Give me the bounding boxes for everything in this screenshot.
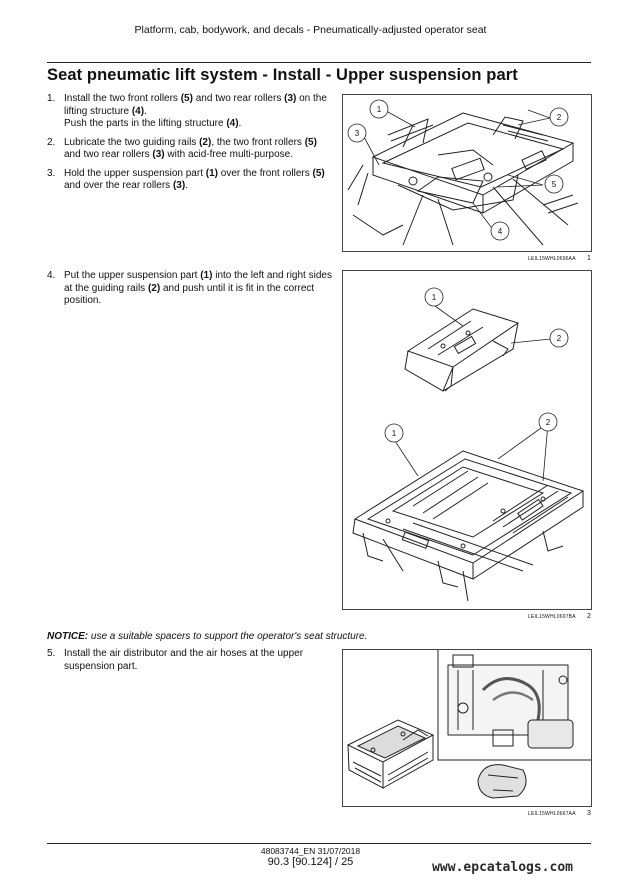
step-list-a — [47, 93, 332, 199]
seat-lift-assembly-drawing — [343, 95, 591, 251]
step-list-c — [47, 648, 332, 679]
figure-3-illustration — [342, 649, 592, 807]
callout-label: 3 — [354, 129, 360, 138]
step-2: 2. Lubricate the two guiding rails (2), the two front rollers (5) and two rear rollers (3) with acid-free multi-purpose. — [47, 136, 317, 160]
figure-1-number: 1 — [587, 255, 591, 262]
figure-1-ref: LEIL15WHL0696AA — [528, 256, 576, 262]
step-number: 2. — [47, 136, 56, 148]
section-title: Seat pneumatic lift system - Install - Upper suspension part — [47, 66, 518, 84]
step-number: 3. — [47, 167, 56, 179]
footer-doc-id: 48083744_EN 31/07/2018 — [260, 846, 361, 856]
figure-3-number: 3 — [587, 810, 591, 817]
upper-suspension-drawing — [343, 271, 591, 609]
step-number: 5. — [47, 648, 56, 659]
step-number: 1. — [47, 93, 56, 104]
step-number: 4. — [47, 270, 56, 281]
callout-label: 5 — [551, 180, 557, 189]
callout-label: 1 — [431, 293, 437, 302]
figure-2-ref: LEIL15WHL0697BA — [528, 614, 576, 620]
step-5: 5. Install the air distributor and the air hoses at the upper suspension part. — [47, 648, 304, 672]
footer-page-number: 90.3 [90.124] / 25 — [267, 856, 354, 868]
step-3: 3. Hold the upper suspension part (1) over the front rollers (5) and over the rear rollers (3). — [47, 167, 325, 191]
running-header: Platform, cab, bodywork, and decals - Pneumatically-adjusted operator seat — [134, 24, 487, 36]
header-rule — [47, 62, 591, 63]
figure-1-illustration — [342, 94, 592, 252]
figure-2-illustration — [342, 270, 592, 610]
figure-3-ref: LEIL15WHL0667AA — [528, 811, 576, 817]
callout-label: 2 — [556, 334, 562, 343]
watermark: www.epcatalogs.com — [432, 860, 573, 875]
footer-rule — [47, 843, 591, 844]
notice: NOTICE: use a suitable spacers to support the operator's seat structure. — [47, 631, 368, 642]
air-distributor-drawing — [343, 650, 591, 806]
figure-2-number: 2 — [587, 613, 591, 620]
callout-label: 1 — [376, 105, 382, 114]
step-1: 1. Install the two front rollers (5) and two rear rollers (3) on the lifting structure (4). Push the parts in the lifting structure (4). — [47, 93, 327, 129]
callout-label: 2 — [545, 418, 551, 427]
notice-label: NOTICE: — [47, 631, 89, 642]
step-4: 4. Put the upper suspension part (1) into the left and right sides at the guiding rails (2) and push until it is fit in the correct position. — [47, 270, 332, 306]
callout-label: 1 — [391, 429, 397, 438]
step-list-b — [47, 270, 332, 314]
callout-label: 4 — [497, 227, 503, 236]
callout-label: 2 — [556, 113, 562, 122]
